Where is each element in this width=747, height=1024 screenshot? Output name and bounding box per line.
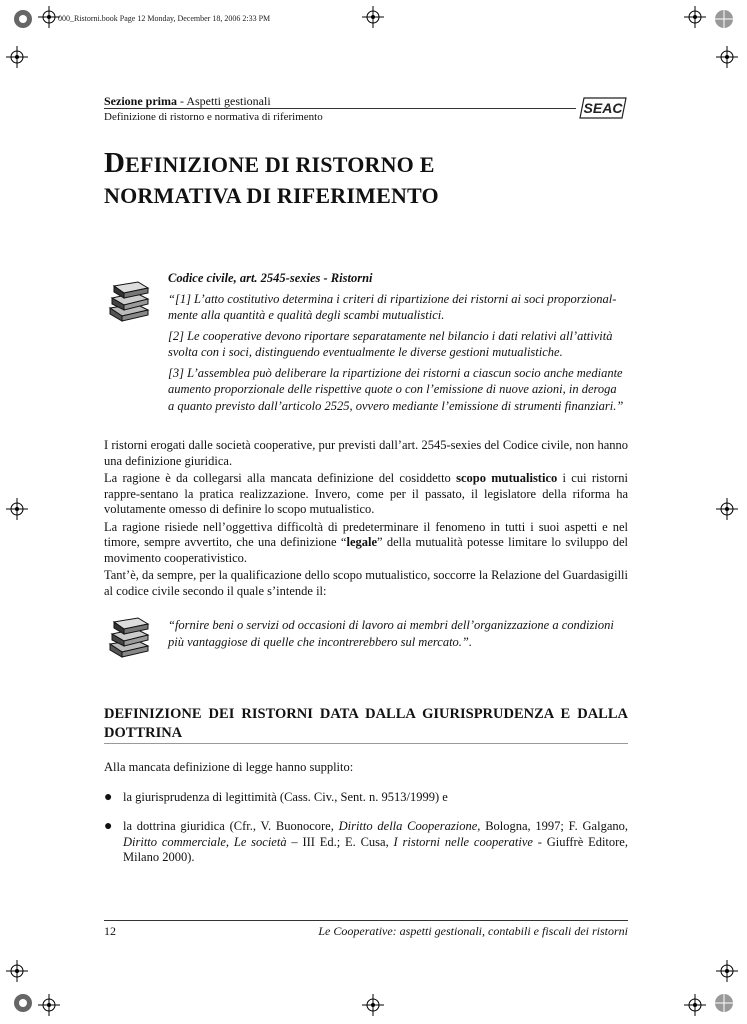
guardasigilli-quote: “fornire beni o servizi od occasioni di lavoro ai membri dell’organizzazione a condizioni più vantaggiose di quelle che incontrerebbero sul mercato.”.	[168, 618, 614, 649]
quote-heading: Codice civile, art. 2545-sexies - Ristorni	[168, 271, 373, 285]
list-item	[104, 819, 628, 866]
citation-text: Bologna, 1997; F. Galgano,	[480, 819, 628, 833]
citation-title: Diritto della Cooperazione,	[338, 819, 481, 833]
citation-title: Diritto commerciale, Le società	[123, 834, 287, 849]
citation-text: la dottrina giuridica (Cfr., V. Buonocore,	[123, 819, 339, 833]
seac-logo	[578, 96, 628, 120]
quote-paragraph-1: “[1] L’atto costitutivo determina i criteri di ripartizione dei ristorni ai soci proporzional-mente alla quantità e qualità degli scambi mutualistici.	[168, 291, 617, 322]
list-item-text	[123, 819, 628, 866]
crosshair-icon	[684, 6, 706, 28]
logo-text: SEAC	[583, 100, 623, 116]
quote-paragraph-3: [3] L’assemblea può deliberare la ripartizione dei ristorni a ciascun socio anche mediante aumento proporzionale delle rispettive quote o con l’emissione di nuove azioni, in deroga a quanto previsto dall’articolo 2525, ovvero mediante l’emissione di strumenti finanziari.”	[168, 365, 624, 413]
crosshair-icon	[716, 960, 738, 982]
citation-text: – III Ed.; E. Cusa,	[286, 834, 394, 849]
registration-mark-icon	[12, 992, 34, 1014]
list-intro: Alla mancata definizione di legge hanno supplito:	[104, 760, 354, 774]
header-rule	[104, 108, 576, 109]
running-header-chapter: Definizione di ristorno e normativa di riferimento	[104, 111, 323, 123]
crosshair-icon	[6, 960, 28, 982]
print-slug: 000_Ristorni.book Page 12 Monday, December 18, 2006 2:33 PM	[58, 14, 271, 23]
title-line1: EFINIZIONE DI RISTORNO E	[125, 152, 435, 177]
page-number: 12	[104, 924, 116, 938]
body-paragraph-4: Tant’è, da sempre, per la qualificazione dello scopo mutualistico, soccorre la Relazione del Guardasigilli al codice civile secondo il quale s’intende il:	[104, 568, 628, 598]
section-heading-rule	[104, 743, 628, 744]
list-item	[104, 790, 628, 806]
citation-title: I ristorni nelle cooperative	[393, 834, 533, 849]
footer-rule	[104, 920, 628, 921]
crosshair-icon	[716, 498, 738, 520]
term-legale: legale	[346, 535, 378, 549]
crosshair-icon	[38, 6, 60, 28]
sources-list	[104, 760, 628, 880]
list-item-text: la giurisprudenza di legittimità (Cass. Civ., Sent. n. 9513/1999) e	[123, 789, 448, 804]
bullet-icon: ●	[104, 789, 113, 805]
body-paragraph-2-start: La ragione è da collegarsi alla mancata definizione del cosiddetto	[104, 471, 457, 485]
body-text	[104, 438, 628, 601]
crosshair-icon	[716, 46, 738, 68]
title-initial: D	[104, 147, 126, 179]
registration-mark-icon	[713, 992, 735, 1014]
crosshair-icon	[362, 994, 384, 1016]
citation-text: - Giuffrè Editore, Milano 2000).	[123, 834, 628, 864]
term-scopo-mutualistico: scopo mutualistico	[456, 471, 558, 485]
body-paragraph-3	[104, 520, 628, 567]
body-paragraph-3-end: ” della mutualità potesse limitare lo sviluppo del movimento cooperativistico.	[104, 535, 628, 565]
chapter-title	[104, 148, 664, 211]
registration-mark-icon	[12, 8, 34, 30]
section-heading: DEFINIZIONE DEI RISTORNI DATA DALLA GIURISPRUDENZA E DALLA DOTTRINA	[104, 706, 628, 741]
running-header-section	[104, 94, 271, 109]
body-paragraph-2	[104, 471, 628, 518]
section-subject: - Aspetti gestionali	[177, 94, 271, 108]
title-line2: NORMATIVA DI RIFERIMENTO	[104, 183, 439, 208]
crosshair-icon	[6, 498, 28, 520]
civil-code-quote	[168, 270, 624, 418]
body-paragraph-2-end: i cui ristorni rappre-sentano la pratica realizzazione. Invero, come per il passato, il legislatore della riforma ha volutamente omesso di definire lo scopo mutualistico.	[104, 471, 628, 516]
body-paragraph-1: I ristorni erogati dalle società cooperative, pur previsti dall’art. 2545-sexies del Codice civile, non hanno una definizione giuridica.	[104, 438, 628, 468]
crosshair-icon	[684, 994, 706, 1016]
books-icon	[106, 614, 152, 658]
crosshair-icon	[6, 46, 28, 68]
quote-paragraph-2: [2] Le cooperative devono riportare separatamente nel bilancio i dati relativi all’attività svolta con i soci, distinguendo eventualmente le diverse gestioni mutualistiche.	[168, 328, 613, 359]
crosshair-icon	[38, 994, 60, 1016]
bullet-icon: ●	[104, 819, 113, 834]
section-name: Sezione prima	[104, 94, 177, 108]
crosshair-icon	[362, 6, 384, 28]
registration-mark-icon	[713, 8, 735, 30]
books-icon	[106, 278, 152, 322]
book-title: Le Cooperative: aspetti gestionali, contabili e fiscali dei ristorni	[318, 924, 628, 938]
body-paragraph-3-start: La ragione risiede nell’oggettiva difficoltà di predeterminare il fenomeno in tutti i suoi aspetti e nel timore, sempre avvertito, che una definizione “	[104, 519, 628, 549]
